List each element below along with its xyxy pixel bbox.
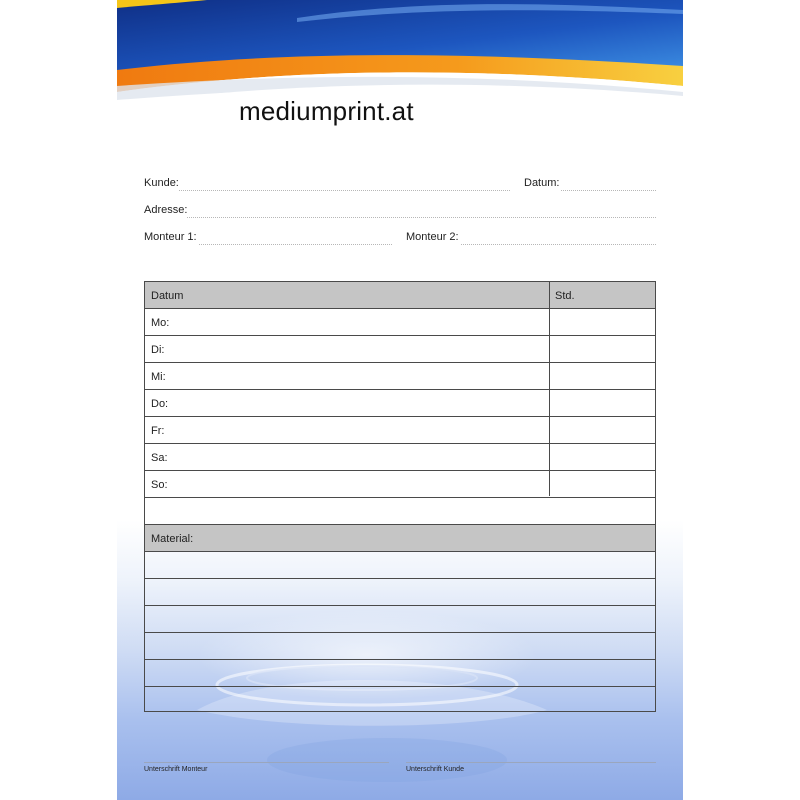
signature-line-monteur[interactable] bbox=[144, 762, 389, 763]
monteur1-field[interactable] bbox=[199, 244, 392, 245]
table-row[interactable] bbox=[145, 363, 655, 390]
table-row[interactable] bbox=[145, 417, 655, 444]
monteur2-field[interactable] bbox=[461, 244, 656, 245]
form-sheet bbox=[117, 0, 683, 800]
material-header-row bbox=[145, 525, 655, 552]
kunde-label: Kunde: bbox=[144, 177, 179, 189]
kunde-field[interactable] bbox=[179, 190, 510, 191]
table-row-total[interactable] bbox=[145, 498, 655, 525]
column-header-std: Std. bbox=[555, 290, 575, 302]
column-header-datum: Datum bbox=[151, 290, 184, 302]
table-row[interactable] bbox=[145, 309, 655, 336]
material-row[interactable] bbox=[145, 552, 655, 579]
day-label-sa: Sa: bbox=[151, 452, 168, 464]
adresse-label: Adresse: bbox=[144, 204, 188, 216]
table-row[interactable] bbox=[145, 390, 655, 417]
material-row[interactable] bbox=[145, 579, 655, 606]
day-label-do: Do: bbox=[151, 398, 169, 410]
day-label-mi: Mi: bbox=[151, 371, 166, 383]
signature-line-kunde[interactable] bbox=[406, 762, 656, 763]
std-column-divider bbox=[549, 282, 550, 496]
datum-field[interactable] bbox=[561, 190, 656, 191]
datum-label: Datum: bbox=[524, 177, 560, 189]
monteur2-label: Monteur 2: bbox=[406, 231, 459, 243]
table-row[interactable] bbox=[145, 336, 655, 363]
day-label-di: Di: bbox=[151, 344, 165, 356]
adresse-field[interactable] bbox=[187, 217, 656, 218]
table-header-row bbox=[145, 282, 655, 309]
day-label-mo: Mo: bbox=[151, 317, 170, 329]
brand-title: mediumprint.at bbox=[239, 96, 414, 126]
table-row[interactable] bbox=[145, 471, 655, 498]
table-row[interactable] bbox=[145, 444, 655, 471]
signature-label-monteur: Unterschrift Monteur bbox=[144, 766, 208, 773]
material-row[interactable] bbox=[145, 606, 655, 633]
material-label: Material: bbox=[151, 533, 194, 545]
monteur1-label: Monteur 1: bbox=[144, 231, 197, 243]
day-label-so: So: bbox=[151, 479, 168, 491]
signature-label-kunde: Unterschrift Kunde bbox=[406, 766, 464, 773]
timesheet-table bbox=[144, 281, 656, 712]
day-label-fr: Fr: bbox=[151, 425, 165, 437]
material-row[interactable] bbox=[145, 660, 655, 687]
material-row[interactable] bbox=[145, 687, 655, 711]
material-row[interactable] bbox=[145, 633, 655, 660]
